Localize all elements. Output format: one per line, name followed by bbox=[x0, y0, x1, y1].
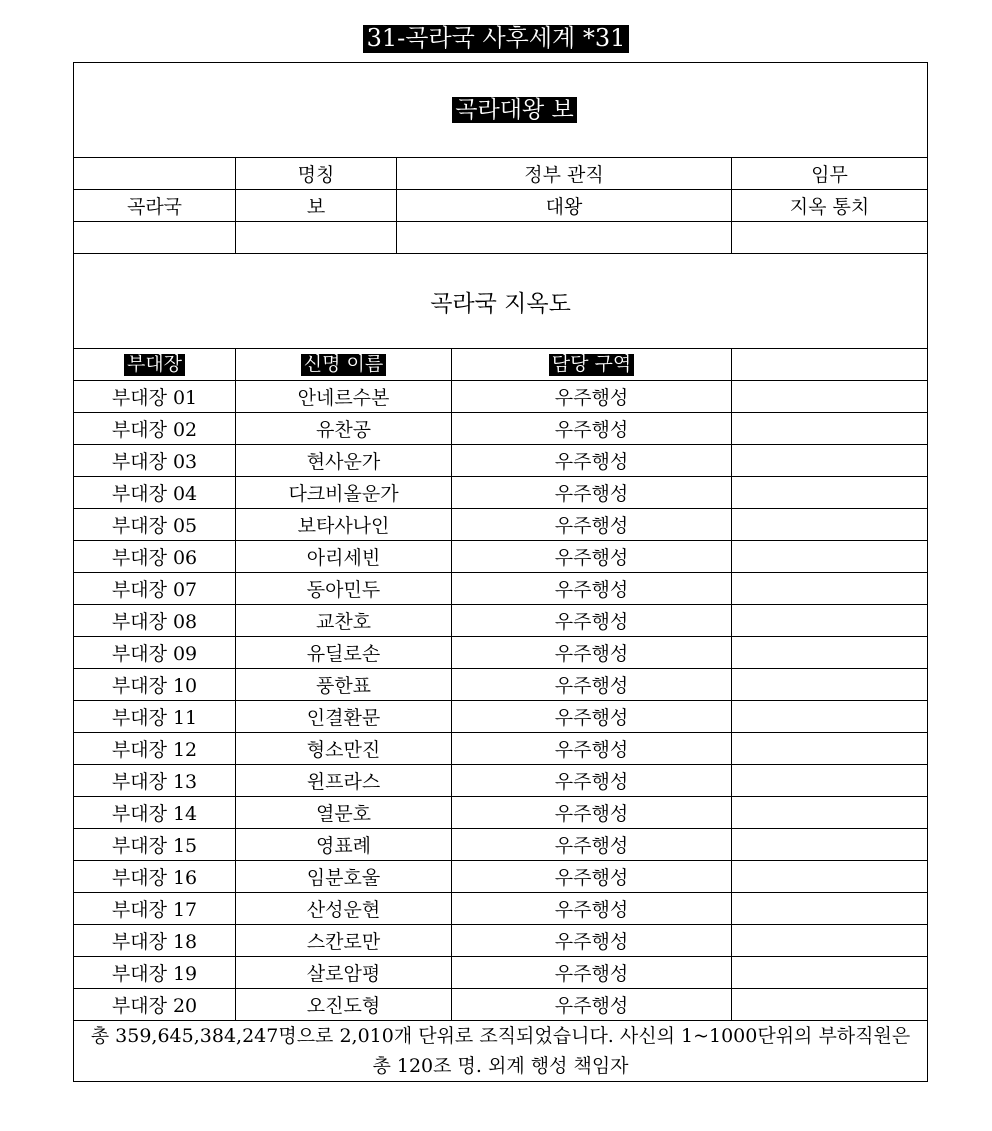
section-title-cell bbox=[74, 254, 928, 349]
gov-data-row bbox=[74, 190, 928, 222]
deputy-header-name bbox=[236, 349, 452, 381]
gov-header-name: 명칭 bbox=[236, 158, 397, 190]
deputy-area: 우주행성 bbox=[452, 701, 732, 733]
deputy-extra bbox=[732, 797, 928, 829]
table-row bbox=[74, 477, 928, 509]
deputy-extra bbox=[732, 637, 928, 669]
deputy-extra bbox=[732, 829, 928, 861]
table-row bbox=[74, 573, 928, 605]
deputy-rank: 부대장 20 bbox=[74, 989, 236, 1021]
gov-header-office: 정부 관직 bbox=[397, 158, 732, 190]
blank-cell bbox=[74, 222, 236, 254]
deputy-rank: 부대장 04 bbox=[74, 477, 236, 509]
deputy-area: 우주행성 bbox=[452, 797, 732, 829]
deputy-name: 스칸로만 bbox=[236, 925, 452, 957]
deputy-name: 윈프라스 bbox=[236, 765, 452, 797]
table-row bbox=[74, 957, 928, 989]
deputy-name: 유찬공 bbox=[236, 413, 452, 445]
section-title-row bbox=[74, 254, 928, 349]
deputy-name: 다크비올운가 bbox=[236, 477, 452, 509]
deputy-extra bbox=[732, 381, 928, 413]
table-row bbox=[74, 381, 928, 413]
deputy-header-area bbox=[452, 349, 732, 381]
table-row bbox=[74, 509, 928, 541]
table-row bbox=[74, 701, 928, 733]
deputy-header-name-text: 신명 이름 bbox=[301, 354, 386, 376]
deputy-rank: 부대장 14 bbox=[74, 797, 236, 829]
deputy-rank: 부대장 05 bbox=[74, 509, 236, 541]
gov-office: 대왕 bbox=[397, 190, 732, 222]
deputy-area: 우주행성 bbox=[452, 413, 732, 445]
deputy-header-rank bbox=[74, 349, 236, 381]
table-row bbox=[74, 733, 928, 765]
table-row bbox=[74, 445, 928, 477]
deputy-extra bbox=[732, 989, 928, 1021]
deputy-extra bbox=[732, 925, 928, 957]
table-row bbox=[74, 605, 928, 637]
document-title bbox=[0, 24, 992, 53]
deputy-area: 우주행성 bbox=[452, 669, 732, 701]
deputy-rank: 부대장 12 bbox=[74, 733, 236, 765]
table-row bbox=[74, 637, 928, 669]
deputy-rank: 부대장 15 bbox=[74, 829, 236, 861]
deputy-rank: 부대장 18 bbox=[74, 925, 236, 957]
deputy-extra bbox=[732, 541, 928, 573]
deputy-name: 안네르수본 bbox=[236, 381, 452, 413]
deputy-extra bbox=[732, 701, 928, 733]
gov-header-row bbox=[74, 158, 928, 190]
banner-row bbox=[74, 63, 928, 158]
deputy-name: 열문호 bbox=[236, 797, 452, 829]
deputy-rank: 부대장 11 bbox=[74, 701, 236, 733]
table-row bbox=[74, 861, 928, 893]
blank-cell bbox=[732, 222, 928, 254]
deputy-header-extra bbox=[732, 349, 928, 381]
deputy-rank: 부대장 17 bbox=[74, 893, 236, 925]
deputy-area: 우주행성 bbox=[452, 541, 732, 573]
banner-cell bbox=[74, 63, 928, 158]
section-title: 곡라국 지옥도 bbox=[430, 290, 571, 317]
table-row bbox=[74, 893, 928, 925]
gov-header-blank bbox=[74, 158, 236, 190]
deputy-header-row bbox=[74, 349, 928, 381]
deputy-extra bbox=[732, 733, 928, 765]
deputy-name: 교찬호 bbox=[236, 605, 452, 637]
gov-blank-row bbox=[74, 222, 928, 254]
deputy-extra bbox=[732, 765, 928, 797]
table-row bbox=[74, 669, 928, 701]
deputy-name: 오진도형 bbox=[236, 989, 452, 1021]
deputy-rank: 부대장 01 bbox=[74, 381, 236, 413]
deputy-extra bbox=[732, 509, 928, 541]
deputy-rank: 부대장 02 bbox=[74, 413, 236, 445]
deputy-name: 유딜로손 bbox=[236, 637, 452, 669]
deputy-area: 우주행성 bbox=[452, 861, 732, 893]
deputy-name: 임분호울 bbox=[236, 861, 452, 893]
deputy-name: 인결환문 bbox=[236, 701, 452, 733]
table-row bbox=[74, 765, 928, 797]
table-row bbox=[74, 797, 928, 829]
deputy-extra bbox=[732, 445, 928, 477]
table-row bbox=[74, 541, 928, 573]
deputy-name: 살로암평 bbox=[236, 957, 452, 989]
deputy-area: 우주행성 bbox=[452, 733, 732, 765]
deputy-area: 우주행성 bbox=[452, 989, 732, 1021]
table-row bbox=[74, 829, 928, 861]
deputy-name: 영표례 bbox=[236, 829, 452, 861]
blank-cell bbox=[236, 222, 397, 254]
gov-name: 보 bbox=[236, 190, 397, 222]
deputy-name: 아리세빈 bbox=[236, 541, 452, 573]
gov-duty: 지옥 통치 bbox=[732, 190, 928, 222]
deputy-area: 우주행성 bbox=[452, 477, 732, 509]
footer-line-1: 총 359,645,384,247명으로 2,010개 단위로 조직되었습니다. 사신의 1~1000단위의 부하직원은 bbox=[90, 1025, 911, 1047]
deputy-area: 우주행성 bbox=[452, 893, 732, 925]
deputy-name: 풍한표 bbox=[236, 669, 452, 701]
deputy-extra bbox=[732, 413, 928, 445]
deputy-extra bbox=[732, 573, 928, 605]
deputy-rank: 부대장 10 bbox=[74, 669, 236, 701]
deputy-extra bbox=[732, 605, 928, 637]
gov-header-duty: 임무 bbox=[732, 158, 928, 190]
document-title-text: 31-곡라국 사후세계 *31 bbox=[363, 25, 630, 53]
deputy-header-rank-text: 부대장 bbox=[124, 354, 185, 376]
gov-country: 곡라국 bbox=[74, 190, 236, 222]
deputy-rank: 부대장 08 bbox=[74, 605, 236, 637]
blank-cell bbox=[397, 222, 732, 254]
deputy-rank: 부대장 16 bbox=[74, 861, 236, 893]
deputy-area: 우주행성 bbox=[452, 445, 732, 477]
deputy-rank: 부대장 13 bbox=[74, 765, 236, 797]
table-row bbox=[74, 413, 928, 445]
table-row bbox=[74, 989, 928, 1021]
deputy-name: 산성운현 bbox=[236, 893, 452, 925]
deputy-name: 동아민두 bbox=[236, 573, 452, 605]
deputy-area: 우주행성 bbox=[452, 381, 732, 413]
deputy-rank: 부대장 03 bbox=[74, 445, 236, 477]
deputy-extra bbox=[732, 861, 928, 893]
footer-line-2: 총 120조 명. 외계 행성 책임자 bbox=[372, 1055, 629, 1077]
deputy-extra bbox=[732, 957, 928, 989]
deputy-area: 우주행성 bbox=[452, 573, 732, 605]
deputy-area: 우주행성 bbox=[452, 637, 732, 669]
deputy-area: 우주행성 bbox=[452, 957, 732, 989]
deputy-area: 우주행성 bbox=[452, 765, 732, 797]
deputy-extra bbox=[732, 893, 928, 925]
deputy-area: 우주행성 bbox=[452, 925, 732, 957]
footer-note bbox=[74, 1021, 928, 1082]
footer-row bbox=[74, 1021, 928, 1082]
table-row bbox=[74, 925, 928, 957]
deputy-rank: 부대장 19 bbox=[74, 957, 236, 989]
deputy-extra bbox=[732, 669, 928, 701]
deputy-header-area-text: 담당 구역 bbox=[549, 354, 634, 376]
deputy-name: 현사운가 bbox=[236, 445, 452, 477]
hierarchy-table bbox=[73, 62, 928, 1082]
deputy-rank: 부대장 07 bbox=[74, 573, 236, 605]
deputy-rank: 부대장 06 bbox=[74, 541, 236, 573]
deputy-area: 우주행성 bbox=[452, 605, 732, 637]
deputy-area: 우주행성 bbox=[452, 829, 732, 861]
deputy-extra bbox=[732, 477, 928, 509]
deputy-name: 보타사나인 bbox=[236, 509, 452, 541]
banner-title: 곡라대왕 보 bbox=[452, 97, 576, 123]
deputy-name: 형소만진 bbox=[236, 733, 452, 765]
deputy-area: 우주행성 bbox=[452, 509, 732, 541]
deputy-rank: 부대장 09 bbox=[74, 637, 236, 669]
